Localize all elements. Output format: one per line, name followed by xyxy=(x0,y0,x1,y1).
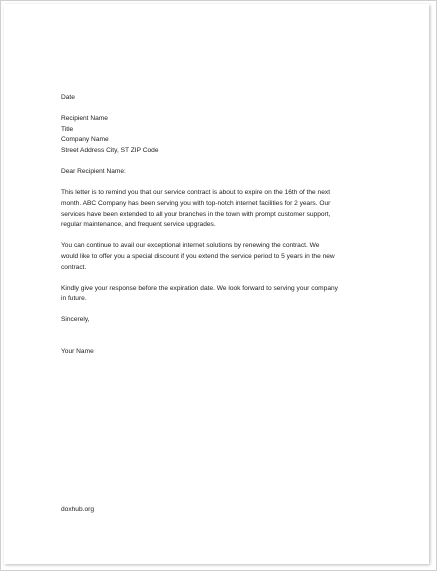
recipient-title: Title xyxy=(61,125,74,133)
recipient-block xyxy=(61,114,381,156)
paragraph-line: services have been extended to all your branches in the town with prompt customer support, xyxy=(61,210,331,218)
paragraph-line: Kindly give your response before the expiration date. We look forward to serving your company xyxy=(61,284,338,292)
signature-name: Your Name xyxy=(61,348,94,356)
date-line: Date xyxy=(61,94,75,101)
recipient-name: Recipient Name xyxy=(61,115,108,123)
paragraph-line: This letter is to remind you that our service contract is about to expire on the 16th of the next xyxy=(61,189,331,197)
salutation: Dear Recipient Name: xyxy=(61,168,126,176)
paragraph-line: month. ABC Company has been serving you with top-notch internet facilities for 2 years. Our xyxy=(61,199,331,207)
paragraph-line: regular maintenance, and frequent service upgrades. xyxy=(61,221,216,229)
watermark-text: doxhub.org xyxy=(61,506,94,513)
closing: Sincerely, xyxy=(61,316,90,324)
paragraph-line: in future. xyxy=(61,295,87,303)
paragraph-line: You can continue to avail our exceptional internet solutions by renewing the contract. We xyxy=(61,242,320,250)
letter-body xyxy=(61,93,381,358)
recipient-company: Company Name xyxy=(61,136,109,144)
paragraph-line: would like to offer you a special discount if you extend the service period to 5 years in the new xyxy=(61,252,335,260)
recipient-address: Street Address City, ST ZIP Code xyxy=(61,146,159,154)
paragraph-3 xyxy=(61,284,381,305)
paragraph-line: contract. xyxy=(61,263,87,271)
paragraph-1 xyxy=(61,188,381,230)
paragraph-2 xyxy=(61,241,381,273)
